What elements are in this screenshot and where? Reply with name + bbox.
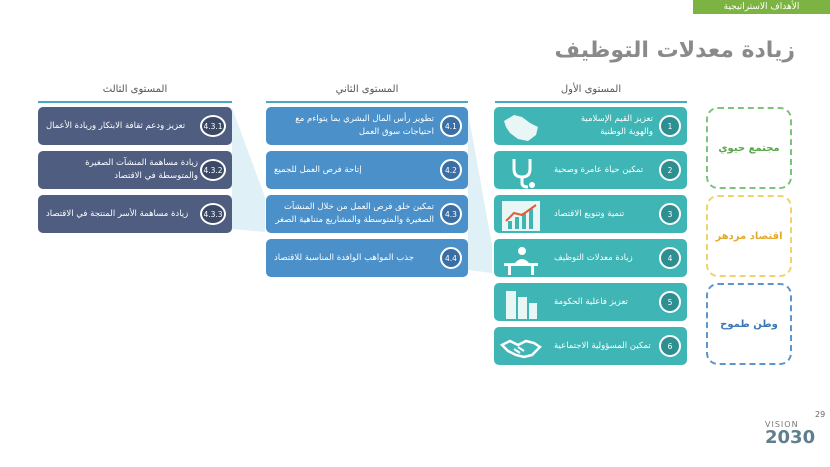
level3-objective-4-3-2[interactable] bbox=[38, 151, 232, 189]
level1-goal-label: تمكين حياة عامرة وصحية bbox=[554, 164, 644, 175]
level3-objective-label: تعزيز ودعم ثقافة الابتكار وريادة الأعمال bbox=[46, 120, 186, 131]
level1-goal-label: تمكين المسؤولية الاجتماعية bbox=[554, 340, 651, 351]
wedge-level1-to-level2 bbox=[468, 112, 492, 273]
level3-objective-number: 4.3.1 bbox=[200, 115, 226, 137]
column-header-level2: المستوى الثاني bbox=[335, 84, 399, 95]
level3-objective-label: زيادة مساهمة الأسر المنتجة في الاقتصاد bbox=[46, 208, 189, 219]
pillar-ambitious-nation: وطن طموح bbox=[706, 283, 792, 365]
pillar-vibrant-society: مجتمع حيوي bbox=[706, 107, 792, 189]
level2-objective-4-2[interactable] bbox=[266, 151, 468, 189]
level3-objective-label: زيادة مساهمة المنشآت الصغيرة والمتوسطة في الاقتصاد bbox=[85, 158, 198, 181]
wedge-level2-to-level3 bbox=[232, 108, 265, 232]
vision-logo-year: 2030 bbox=[765, 427, 816, 448]
level1-goal-2[interactable] bbox=[494, 151, 687, 189]
vision-logo-word: VISION bbox=[765, 420, 799, 429]
level3-objective-4-3-3[interactable] bbox=[38, 195, 232, 233]
level2-objective-number: 4.4 bbox=[440, 247, 462, 269]
level1-goal-number: 5 bbox=[659, 291, 681, 313]
level1-goal-label: تعزيز القيم الإسلامية والهوية الوطنية bbox=[580, 114, 653, 137]
saudi-map-icon bbox=[500, 111, 542, 145]
level2-objective-4-1[interactable] bbox=[266, 107, 468, 145]
level1-goal-number: 1 bbox=[659, 115, 681, 137]
section-tag: الأهداف الاستراتيجية bbox=[693, 0, 830, 14]
column-rule-level1 bbox=[495, 101, 687, 103]
column-header-level3: المستوى الثالث bbox=[102, 84, 168, 95]
level1-goal-number: 4 bbox=[659, 247, 681, 269]
level3-objective-number: 4.3.3 bbox=[200, 203, 226, 225]
level1-goal-label: زيادة معدلات التوظيف bbox=[554, 252, 633, 263]
level1-goal-1[interactable] bbox=[494, 107, 687, 145]
level2-objective-label: جذب المواهب الوافدة المناسبة للاقتصاد bbox=[274, 252, 414, 263]
stethoscope-icon bbox=[500, 155, 542, 189]
level3-objective-4-3-1[interactable] bbox=[38, 107, 232, 145]
level1-goal-6[interactable] bbox=[494, 327, 687, 365]
level2-objective-label: إتاحة فرص العمل للجميع bbox=[274, 164, 362, 175]
level1-goal-4[interactable] bbox=[494, 239, 687, 277]
page-number: 29 bbox=[815, 410, 826, 419]
employee-desk-icon bbox=[500, 243, 542, 277]
column-rule-level3 bbox=[38, 101, 232, 103]
level1-goal-number: 2 bbox=[659, 159, 681, 181]
level2-objective-number: 4.1 bbox=[440, 115, 462, 137]
level1-goal-number: 6 bbox=[659, 335, 681, 357]
column-header-level1: المستوى الأول bbox=[560, 84, 622, 95]
growth-chart-icon bbox=[500, 199, 542, 233]
level2-objective-number: 4.3 bbox=[440, 203, 462, 225]
level1-goal-label: تعزيز فاعلية الحكومة bbox=[554, 296, 628, 307]
level1-goal-3[interactable] bbox=[494, 195, 687, 233]
column-rule-level2 bbox=[266, 101, 468, 103]
handshake-icon bbox=[500, 331, 542, 365]
level1-goal-5[interactable] bbox=[494, 283, 687, 321]
level2-objective-4-3[interactable] bbox=[266, 195, 468, 233]
level1-goal-label: تنمية وتنويع الاقتصاد bbox=[554, 208, 625, 219]
level2-objective-label: تمكين خلق فرص العمل من خلال المنشآت الصغيرة والمتوسطة والمشاريع متناهية الصغر bbox=[275, 202, 434, 225]
level3-objective-number: 4.3.2 bbox=[200, 159, 226, 181]
vision-2030-logo bbox=[765, 420, 825, 460]
page-title: زيادة معدلات التوظيف bbox=[554, 38, 795, 63]
pillar-thriving-economy: اقتصاد مزدهر bbox=[706, 195, 792, 277]
level2-objective-number: 4.2 bbox=[440, 159, 462, 181]
buildings-icon bbox=[500, 287, 542, 321]
level2-objective-label: تطوير رأس المال البشري بما يتواءم مع احتياجات سوق العمل bbox=[295, 114, 434, 137]
level2-objective-4-4[interactable] bbox=[266, 239, 468, 277]
level1-goal-number: 3 bbox=[659, 203, 681, 225]
